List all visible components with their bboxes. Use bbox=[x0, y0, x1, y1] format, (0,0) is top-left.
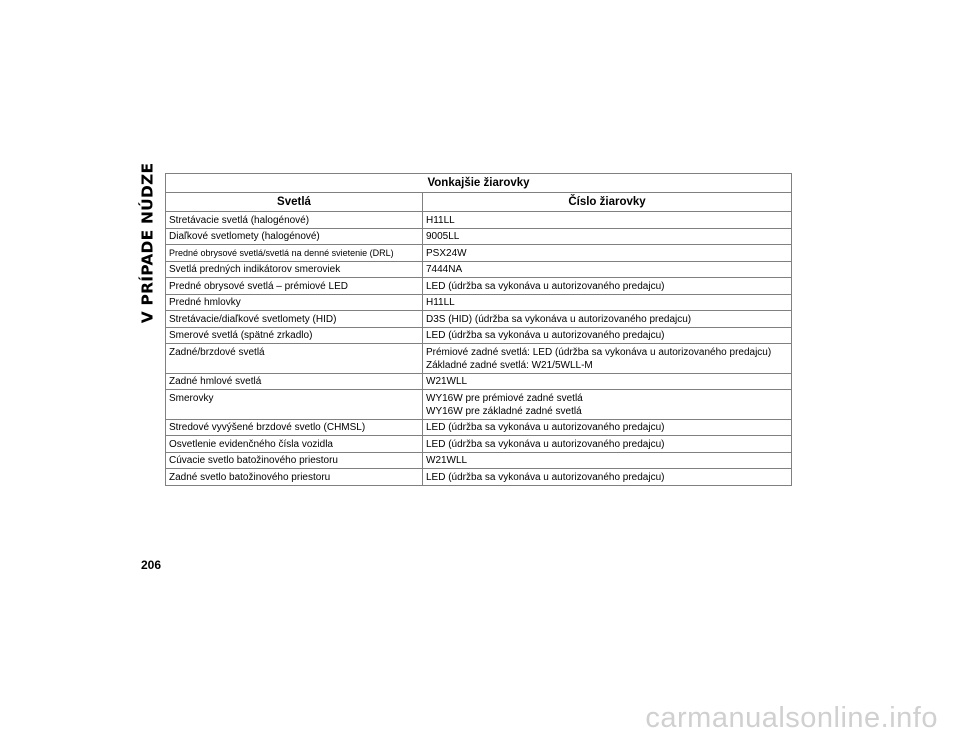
bulb-number-cell bbox=[423, 327, 792, 344]
bulb-number-cell bbox=[423, 452, 792, 469]
exterior-bulbs-table bbox=[165, 173, 792, 486]
table-row bbox=[166, 390, 792, 420]
bulb-number-cell bbox=[423, 469, 792, 486]
column-header-lights: Svetlá bbox=[166, 193, 423, 212]
table-row bbox=[166, 294, 792, 311]
bulb-number-cell bbox=[423, 245, 792, 262]
watermark: carmanualsonline.info bbox=[645, 702, 938, 734]
table-header-row bbox=[166, 193, 792, 212]
bulb-number-line: H11LL bbox=[426, 297, 455, 308]
bulb-number-line: LED (údržba sa vykonáva u autorizovaného predajcu) bbox=[426, 438, 665, 450]
table-row bbox=[166, 344, 792, 374]
bulb-number-cell bbox=[423, 212, 792, 229]
table-row bbox=[166, 311, 792, 328]
table-row bbox=[166, 469, 792, 486]
bulb-number-cell bbox=[423, 344, 792, 374]
table-row bbox=[166, 452, 792, 469]
section-side-tab bbox=[134, 162, 160, 324]
bulb-number-cell bbox=[423, 294, 792, 311]
bulb-number-line: Základné zadné svetlá: W21/5WLL-M bbox=[426, 359, 593, 371]
table-row bbox=[166, 212, 792, 229]
bulb-number-line: D3S (HID) (údržba sa vykonáva u autorizovaného predajcu) bbox=[426, 313, 692, 325]
light-name-cell: Zadné hmlové svetlá bbox=[166, 373, 423, 390]
light-name-cell: Cúvacie svetlo batožinového priestoru bbox=[166, 452, 423, 469]
table-row bbox=[166, 327, 792, 344]
light-name-cell: Smerovky bbox=[166, 390, 423, 420]
bulb-number-cell bbox=[423, 311, 792, 328]
light-name-cell: Zadné svetlo batožinového priestoru bbox=[166, 469, 423, 486]
bulb-number-cell bbox=[423, 436, 792, 453]
light-name-cell: Predné obrysové svetlá – prémiové LED bbox=[166, 278, 423, 295]
bulb-number-line: LED (údržba sa vykonáva u autorizovaného predajcu) bbox=[426, 471, 665, 483]
light-name-cell: Svetlá predných indikátorov smeroviek bbox=[166, 261, 423, 278]
table-row bbox=[166, 436, 792, 453]
light-name-cell: Zadné/brzdové svetlá bbox=[166, 344, 423, 374]
table-title: Vonkajšie žiarovky bbox=[166, 174, 792, 193]
bulb-number-cell bbox=[423, 390, 792, 420]
table-row bbox=[166, 278, 792, 295]
bulb-number-line: WY16W pre prémiové zadné svetlá bbox=[426, 392, 583, 404]
section-title: V PRÍPADE NÚDZE bbox=[138, 162, 156, 324]
light-name-cell: Predné hmlovky bbox=[166, 294, 423, 311]
light-name-cell: Osvetlenie evidenčného čísla vozidla bbox=[166, 436, 423, 453]
light-name-cell: Smerové svetlá (spätné zrkadlo) bbox=[166, 327, 423, 344]
light-name-cell: Stretávacie/diaľkové svetlomety (HID) bbox=[166, 311, 423, 328]
table-row bbox=[166, 245, 792, 262]
bulb-number-cell bbox=[423, 419, 792, 436]
table-title-row bbox=[166, 174, 792, 193]
table-row bbox=[166, 228, 792, 245]
light-name-cell: Diaľkové svetlomety (halogénové) bbox=[166, 228, 423, 245]
table-body bbox=[166, 212, 792, 486]
light-name-cell: Predné obrysové svetlá/svetlá na denné svietenie (DRL) bbox=[166, 245, 423, 262]
bulb-number-line: W21WLL bbox=[426, 455, 468, 466]
bulb-number-line: W21WLL bbox=[426, 376, 468, 387]
bulb-number-cell bbox=[423, 261, 792, 278]
bulb-number-line: PSX24W bbox=[426, 247, 467, 259]
bulb-number-line: H11LL bbox=[426, 214, 455, 226]
table-row bbox=[166, 419, 792, 436]
bulb-number-line: LED (údržba sa vykonáva u autorizovaného predajcu) bbox=[426, 422, 665, 433]
light-name-cell: Stredové vyvýšené brzdové svetlo (CHMSL) bbox=[166, 419, 423, 436]
column-header-bulb-number: Číslo žiarovky bbox=[423, 193, 792, 212]
light-name-cell: Stretávacie svetlá (halogénové) bbox=[166, 212, 423, 229]
table-row bbox=[166, 373, 792, 390]
table-row bbox=[166, 261, 792, 278]
bulb-number-line: LED (údržba sa vykonáva u autorizovaného predajcu) bbox=[426, 280, 665, 292]
bulb-number-cell bbox=[423, 373, 792, 390]
bulb-number-line: 7444NA bbox=[426, 264, 463, 275]
bulb-number-cell bbox=[423, 278, 792, 295]
page-number: 206 bbox=[141, 558, 162, 572]
bulb-number-line: WY16W pre základné zadné svetlá bbox=[426, 405, 582, 417]
bulb-number-line: LED (údržba sa vykonáva u autorizovaného predajcu) bbox=[426, 330, 665, 341]
bulb-number-cell bbox=[423, 228, 792, 245]
bulb-number-line: Prémiové zadné svetlá: LED (údržba sa vykonáva u autorizovaného predajcu) bbox=[426, 346, 772, 358]
bulb-number-line: 9005LL bbox=[426, 231, 460, 242]
